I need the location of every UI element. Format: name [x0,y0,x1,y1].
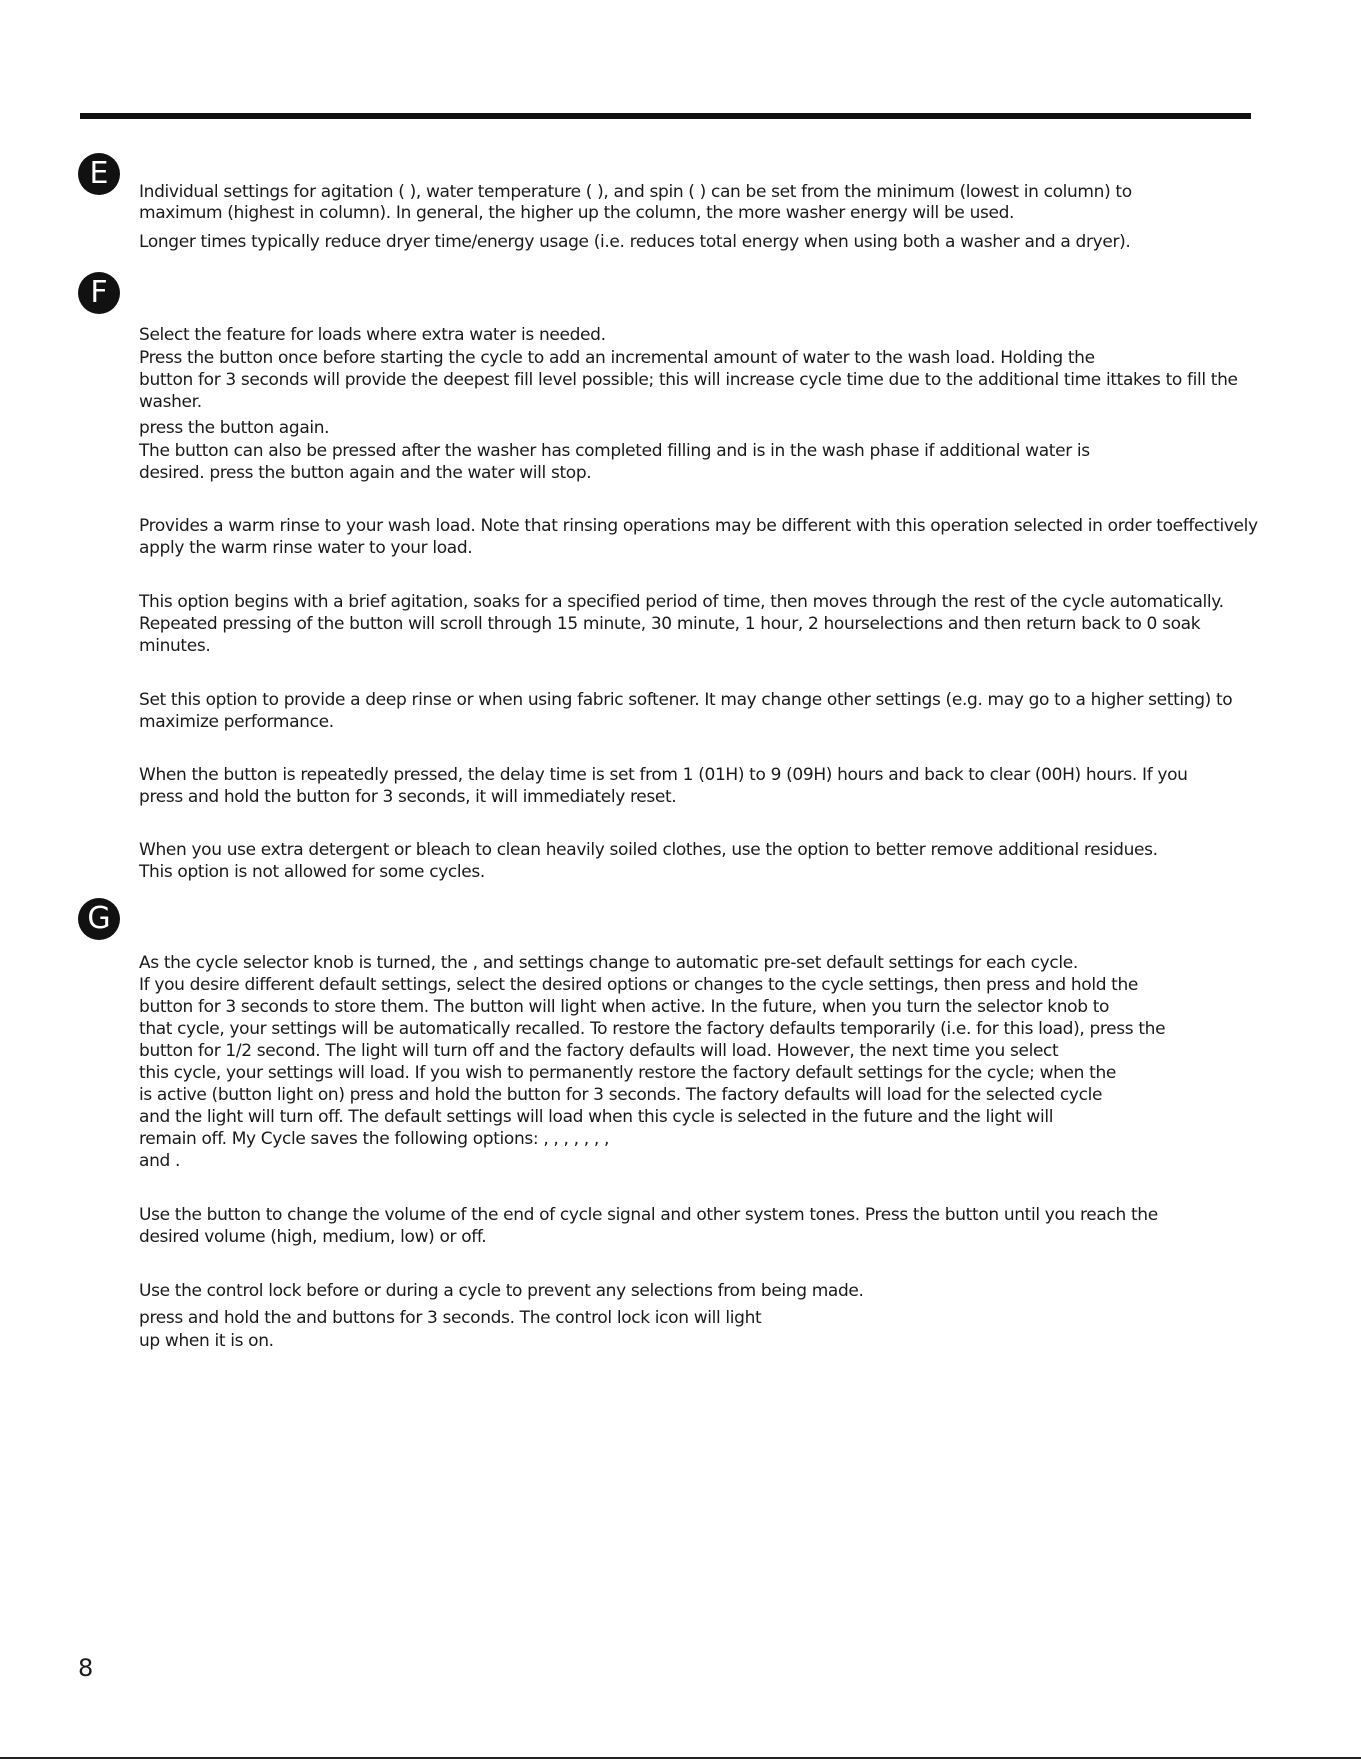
deep-rinse-line: Set this option to provide a deep rinse or when using fabric softener. It may change other settings (e.g. may go to a higher setting) to [139,690,1233,710]
delay-line: press and hold the button for 3 seconds, it will immediately reset. [139,787,677,807]
page-number: 8 [78,1654,94,1682]
my-cycle-line: As the cycle selector knob is turned, the , and settings change to automatic pre-set default settings for each cycle. [139,953,1078,973]
deep-fill-line: desired. press the button again and the water will stop. [139,463,592,483]
soak-line: minutes. [139,636,211,656]
my-cycle-line: If you desire different default settings, select the desired options or changes to the cycle settings, then press and hold the [139,975,1139,995]
signal-line: desired volume (high, medium, low) or off. [139,1227,487,1247]
my-cycle-line: button for 3 seconds to store them. The button will light when active. In the future, when you turn the selector knob to [139,997,1110,1017]
warm-rinse-line: apply the warm rinse water to your load. [139,538,473,558]
my-cycle-line: that cycle, your settings will be automatically recalled. To restore the factory defaults temporarily (i.e. for this load), press the [139,1019,1166,1039]
extra-rinse-line: This option is not allowed for some cycles. [139,862,485,882]
my-cycle-line: is active (button light on) press and hold the button for 3 seconds. The factory defaults will load for the selected cycle [139,1085,1103,1105]
deep-fill-line: Press the button once before starting the cycle to add an incremental amount of water to the wash load. Holding the [139,348,1095,368]
section-e-line: Longer times typically reduce dryer time/energy usage (i.e. reduces total energy when using both a washer and a dryer). [139,232,1131,252]
lock-line: Use the control lock before or during a cycle to prevent any selections from being made. [139,1281,864,1301]
section-g-badge: G [78,898,120,940]
delay-line: When the button is repeatedly pressed, the delay time is set from 1 (01H) to 9 (09H) hours and back to clear (00H) hours. If you [139,765,1188,785]
my-cycle-line: remain off. My Cycle saves the following options: , , , , , , , [139,1129,610,1149]
deep-fill-line: Select the feature for loads where extra water is needed. [139,325,606,345]
deep-rinse-line: maximize performance. [139,712,334,732]
lock-line: press and hold the and buttons for 3 seconds. The control lock icon will light [139,1308,762,1328]
lock-line: up when it is on. [139,1331,274,1351]
section-f-badge: F [78,272,120,314]
deep-fill-line: The button can also be pressed after the washer has completed filling and is in the wash phase if additional water is [139,441,1090,461]
my-cycle-line: and the light will turn off. The default settings will load when this cycle is selected in the future and the light will [139,1107,1054,1127]
deep-fill-line: washer. [139,392,202,412]
extra-rinse-line: When you use extra detergent or bleach to clean heavily soiled clothes, use the option to better remove additional residues. [139,840,1158,860]
signal-line: Use the button to change the volume of the end of cycle signal and other system tones. Press the button until you reach the [139,1205,1158,1225]
my-cycle-line: and . [139,1151,181,1171]
soak-line: This option begins with a brief agitation, soaks for a specified period of time, then moves through the rest of the cycle automatically. [139,592,1224,612]
header-rule [80,113,1251,119]
footer-rule [0,1757,1361,1759]
deep-fill-line: button for 3 seconds will provide the deepest fill level possible; this will increase cycle time due to the additional time ittakes to fill the [139,370,1238,390]
section-e-line: Individual settings for agitation ( ), water temperature ( ), and spin ( ) can be set from the minimum (lowest in column) to [139,182,1132,202]
section-e-badge: E [78,153,120,195]
deep-fill-line: press the button again. [139,418,330,438]
section-e-line: maximum (highest in column). In general, the higher up the column, the more washer energy will be used. [139,203,1015,223]
my-cycle-line: button for 1/2 second. The light will turn off and the factory defaults will load. However, the next time you select [139,1041,1059,1061]
my-cycle-line: this cycle, your settings will load. If you wish to permanently restore the factory default settings for the cycle; when the [139,1063,1116,1083]
warm-rinse-line: Provides a warm rinse to your wash load. Note that rinsing operations may be different with this operation selected in order toeffectively [139,516,1258,536]
soak-line: Repeated pressing of the button will scroll through 15 minute, 30 minute, 1 hour, 2 hourselections and then return back to 0 soak [139,614,1201,634]
